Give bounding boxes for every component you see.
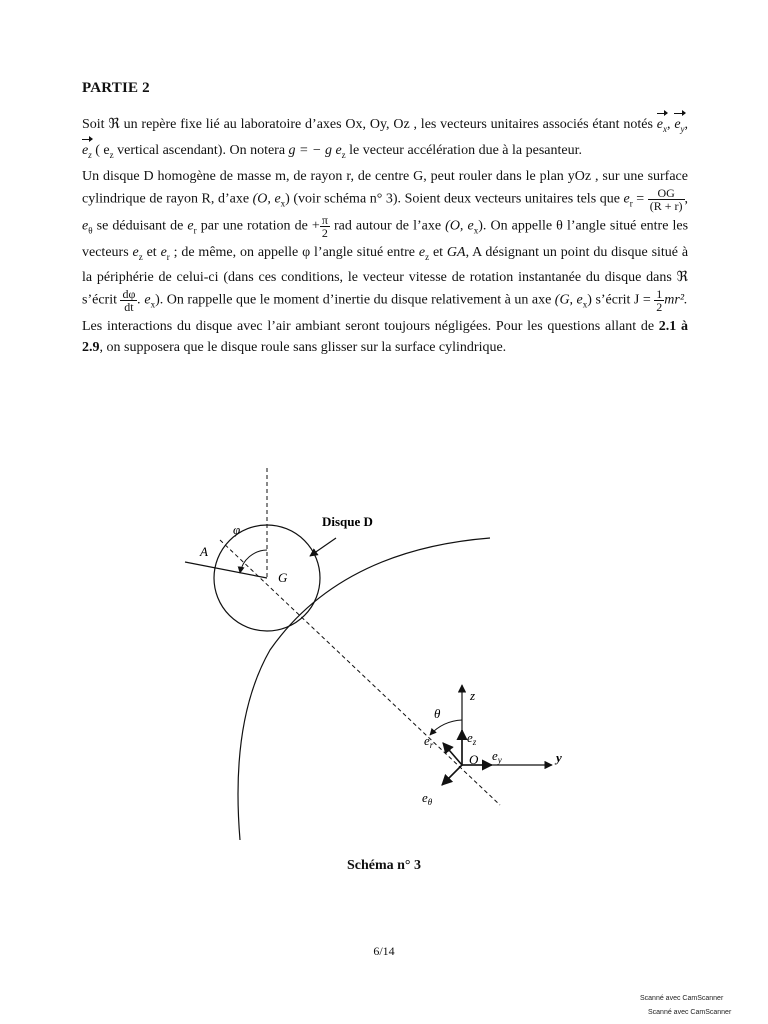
figure-caption: Schéma n° 3	[346, 858, 422, 873]
fraction-one-half: $\frac{1}{2}$	[656, 287, 663, 315]
fraction-dphi-dt: $\frac{d\varphi}{dt}$	[122, 287, 136, 315]
scanner-watermark-1: Scanné avec CamScanner	[640, 995, 724, 1002]
label-g: G	[278, 570, 288, 585]
paragraph-2: Un disque D homogène de masse m, de rayon r, de centre G, peut rouler dans le plan yOz , sur une surface cylindrique de rayon R, d’axe (O, $e_x$) (voir schéma n° 3). Soient deux vecteurs unitaires tels que $e_r$ = $\frac{OG}{(R + r)}$ , $e_\theta$ se déduisant de $e_r$ par une rotation de + $\frac{\pi}{2}$ rad autour de l’axe (O, $e_x$). On appelle θ l’angle situé entre les vecteurs $e_z$ et $e_r$ ; de même, on appelle φ l’angle situé entre $e_z$ et GA, A désignant un point du disque situé à la périphérie de celui-ci (dans ces conditions, le vecteur vitesse de rotation instantanée du disque dans ℜ s’écrit $\frac{d\varphi}{dt}$ . $e_x$). On rappelle que le moment d’inertie du disque relativement à un axe (G, $e_x$) s’écrit J = $\frac{1}{2}$ mr².	[82, 168, 689, 315]
label-y: y	[556, 750, 562, 765]
label-er: $e_r$	[424, 733, 434, 750]
fraction-pi: $\frac{\pi}{2}$	[321, 213, 328, 241]
theta-angle-arc	[430, 720, 462, 735]
label-disque-d: Disque D	[322, 514, 373, 529]
label-theta: θ	[434, 706, 441, 721]
label-a: A	[200, 544, 208, 559]
schema-3-diagram	[160, 460, 600, 860]
fraction-og: $\frac{OG}{(R + r)}$	[649, 185, 683, 213]
paragraph-1: Soit ℜ un repère fixe lié au laboratoire d’axes Ox, Oy, Oz , les vecteurs unitaires associés étant notés $e_x$, $e_y$, $e_z$ ( $e_z$ vertical ascendant). On notera g = − g $e_z$ le vecteur accélération due à la pesanteur.	[82, 114, 688, 166]
ga-line	[185, 562, 267, 578]
label-phi: φ	[233, 522, 241, 537]
paragraph-3: Les interactions du disque avec l’air ambiant seront toujours négligées. Pour les questions allant de 2.1 à 2.9, on supposera que le disque roule sans glisser sur la surface cylindrique.	[82, 318, 688, 355]
phi-angle-arc	[240, 550, 267, 573]
disc-pointer-arrow	[310, 538, 336, 556]
cylinder-surface-arc	[238, 538, 490, 840]
label-ez: $e_z$	[467, 730, 477, 747]
dashed-og-line	[220, 540, 500, 805]
page-number: 6/14	[373, 944, 395, 958]
label-z: z	[470, 688, 476, 703]
section-heading: PARTIE 2	[82, 80, 150, 96]
scanner-watermark-2: Scanné avec CamScanner	[648, 1009, 732, 1016]
label-o: O	[469, 752, 479, 767]
etheta-vector	[442, 765, 462, 785]
label-etheta: $e_\theta$	[422, 790, 433, 807]
label-ey: $e_y$	[492, 748, 502, 765]
body-text	[82, 114, 688, 358]
